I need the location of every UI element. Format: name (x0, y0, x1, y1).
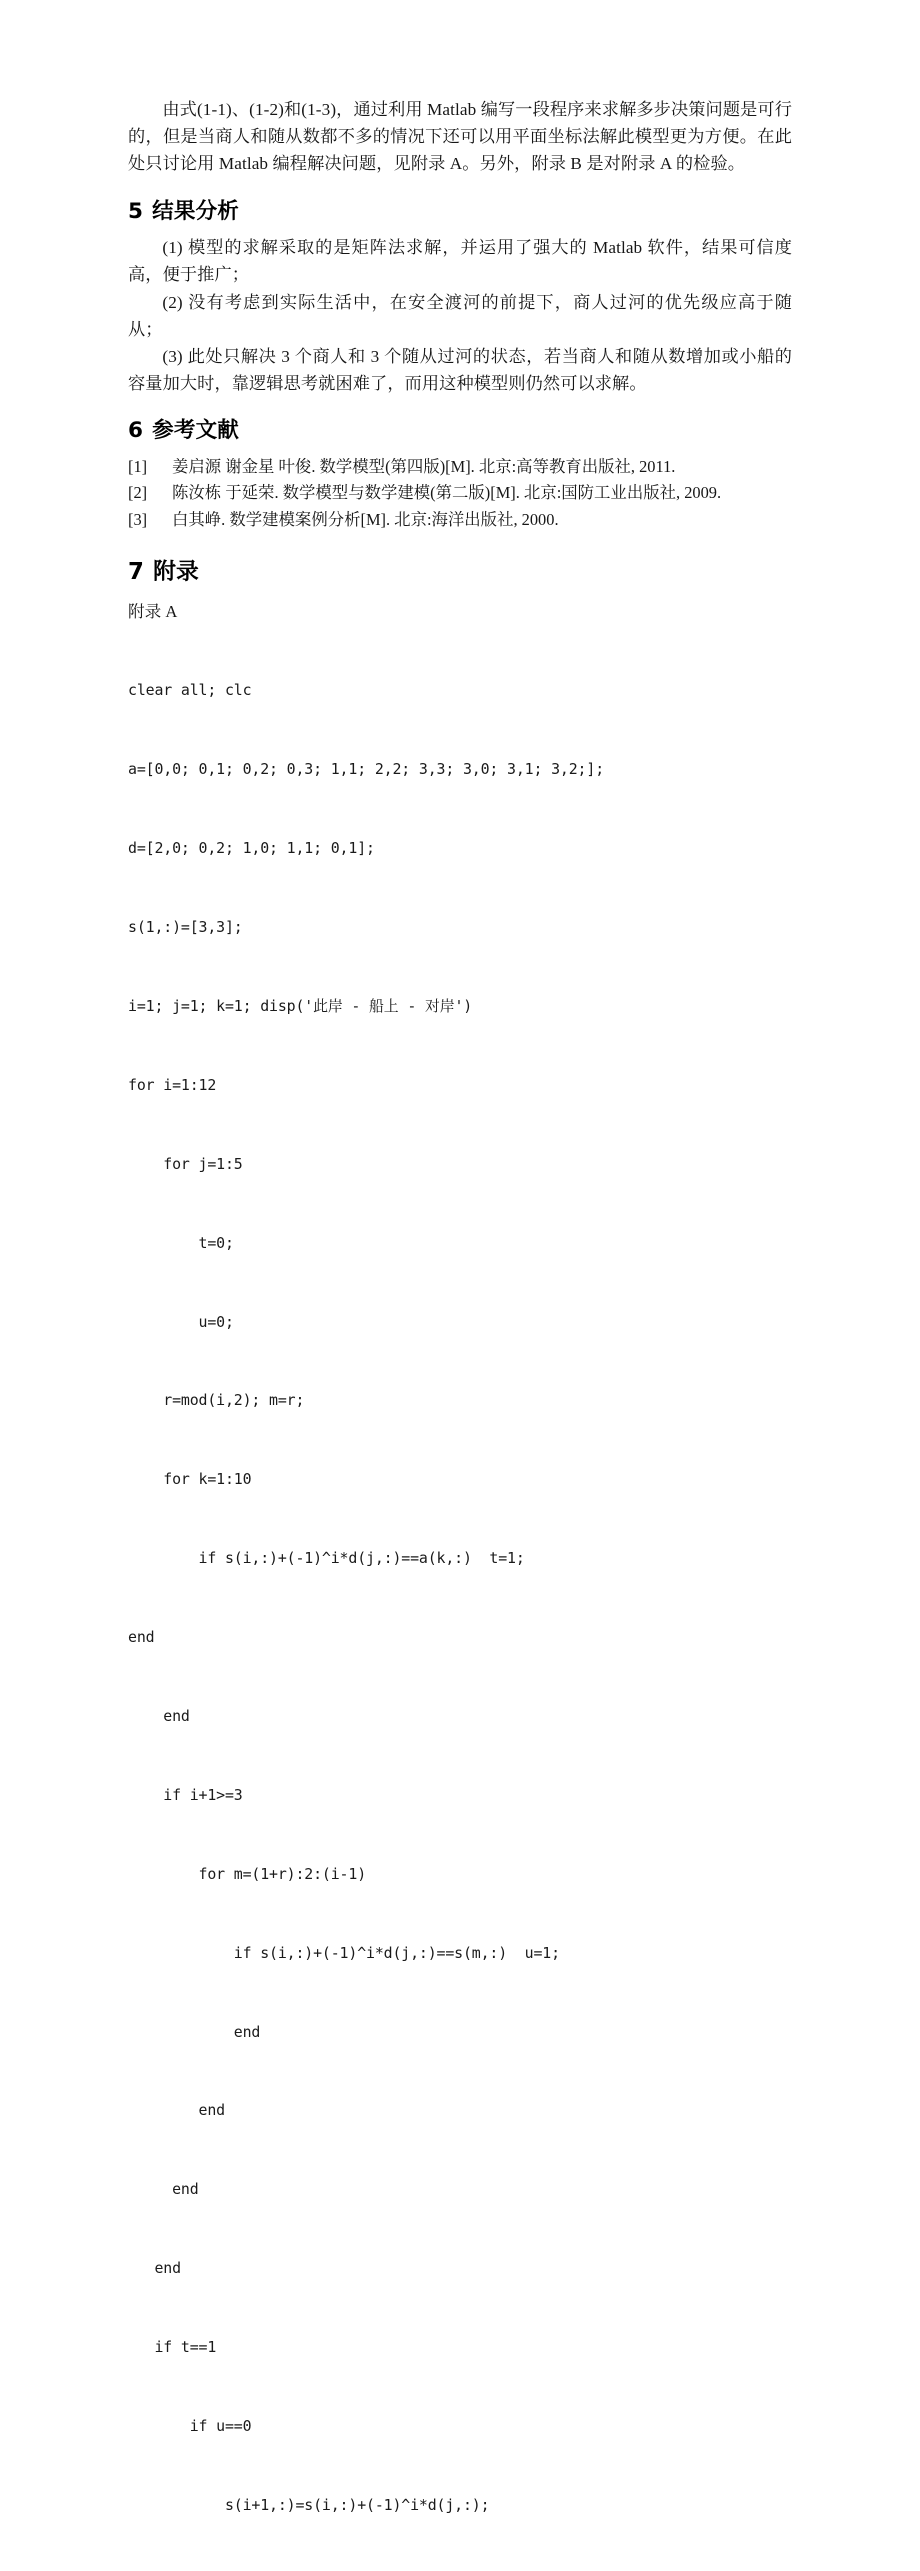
heading-appendix-number: 7 (128, 558, 145, 585)
code-line: t=0; (128, 1233, 234, 1252)
results-item: (2) 没有考虑到实际生活中，在安全渡河的前提下，商人过河的优先级应高于随从； (128, 292, 792, 339)
results-item: (1) 模型的求解采取的是矩阵法求解，并运用了强大的 Matlab 软件，结果可信度高，便于推广； (128, 238, 792, 285)
code-line: for j=1:5 (128, 1154, 243, 1173)
page-content (128, 96, 792, 2571)
spacer (128, 225, 792, 234)
code-line: end (128, 2259, 181, 2278)
heading-results-number: 5 (128, 198, 144, 224)
spacer (128, 397, 792, 417)
code-line: clear all; clc (128, 681, 252, 700)
reference-text: 姜启源 谢金星 叶俊. 数学模型(第四版)[M]. 北京:高等教育出版社, 2011. (172, 456, 676, 476)
code-line: if s(i,:)+(-1)^i*d(j,:)==s(m,:) u=1; (128, 1943, 560, 1962)
reference-text: 白其峥. 数学建模案例分析[M]. 北京:海洋出版社, 2000. (172, 510, 559, 530)
code-line: end (128, 1628, 155, 1647)
code-line: end (128, 2022, 261, 2041)
reference-tag: [3] (128, 510, 148, 530)
heading-results (128, 198, 792, 226)
code-line: if t==1 (128, 2338, 217, 2357)
spacer (128, 445, 792, 454)
heading-references-number: 6 (128, 418, 144, 444)
reference-list (128, 454, 792, 534)
reference-tag: [1] (128, 456, 148, 476)
code-line: for k=1:10 (128, 1470, 252, 1489)
reference-text: 陈汝栋 于延荣. 数学模型与数学建模(第二版)[M]. 北京:国防工业出版社, 2009. (172, 483, 722, 503)
code-line: if s(i,:)+(-1)^i*d(j,:)==a(k,:) t=1; (128, 1549, 525, 1568)
spacer (128, 587, 792, 599)
code-line: for m=(1+r):2:(i-1) (128, 1864, 367, 1883)
heading-appendix (128, 558, 792, 587)
code-line: s(1,:)=[3,3]; (128, 918, 243, 937)
results-item: (3) 此处只解决 3 个商人和 3 个随从过河的状态，若当商人和随从数增加或小船的容量加大时，靠逻辑思考就困难了，而用这种模型则仍然可以求解。 (128, 346, 792, 394)
code-line: d=[2,0; 0,2; 1,0; 1,1; 0,1]; (128, 839, 375, 858)
spacer (128, 534, 792, 558)
reference-entry (128, 507, 792, 534)
code-line: end (128, 1706, 190, 1725)
code-line: for i=1:12 (128, 1075, 217, 1094)
code-block (128, 625, 792, 2571)
code-line: s(i+1,:)=s(i,:)+(-1)^i*d(j,:); (128, 2495, 490, 2514)
code-line: end (128, 2180, 199, 2199)
heading-references-title: 参考文献 (152, 418, 239, 444)
appendix-a-label: 附录 A (128, 601, 178, 621)
spacer (128, 178, 792, 198)
code-line: a=[0,0; 0,1; 0,2; 0,3; 1,1; 2,2; 3,3; 3,0; 3,1; 3,2;]; (128, 760, 605, 779)
reference-entry (128, 480, 792, 507)
code-line: end (128, 2101, 225, 2120)
code-line: if i+1>=3 (128, 1785, 243, 1804)
reference-tag: [2] (128, 483, 148, 503)
heading-results-title: 结果分析 (152, 198, 239, 224)
heading-references (128, 417, 792, 445)
reference-entry (128, 454, 792, 481)
code-line: i=1; j=1; k=1; disp('此岸 - 船上 - 对岸') (128, 996, 473, 1015)
code-line: if u==0 (128, 2417, 252, 2435)
intro-paragraph: 由式(1-1)、(1-2)和(1-3)，通过利用 Matlab 编写一段程序来求解多步决策问题是可行的，但是当商人和随从数都不多的情况下还可以用平面坐标法解此模型更为方便。在此处只讨论用 Matlab 编程解决问题，见附录 A。另外，附录 B 是对附录 A 的检验。 (128, 100, 792, 174)
code-line: r=mod(i,2); m=r; (128, 1391, 305, 1410)
heading-appendix-title: 附录 (153, 558, 200, 585)
code-line: u=0; (128, 1312, 234, 1331)
